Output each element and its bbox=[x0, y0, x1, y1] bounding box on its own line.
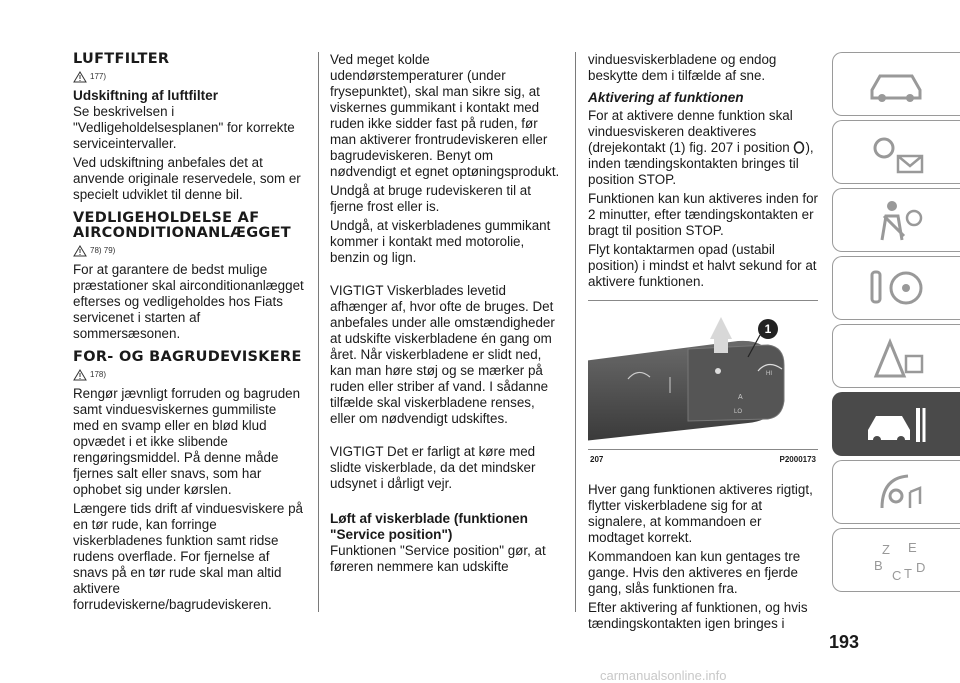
figure-caption bbox=[588, 452, 818, 468]
index-icon bbox=[862, 536, 932, 584]
switch-label-a: A bbox=[738, 394, 743, 401]
light-warning-icon bbox=[862, 128, 932, 176]
column-divider bbox=[575, 52, 576, 612]
svg-text:D: D bbox=[915, 560, 925, 575]
watermark: carmanualsonline.info bbox=[600, 668, 727, 683]
warning-ref-text: 177) bbox=[90, 72, 107, 81]
tab-index[interactable] bbox=[832, 528, 960, 592]
seatbelt-airbag-icon bbox=[862, 196, 932, 244]
svg-text:B: B bbox=[873, 558, 883, 573]
media-icon bbox=[862, 468, 932, 516]
svg-text:C: C bbox=[891, 568, 901, 583]
paragraph: Ved meget kolde udendørstemperaturer (under frysepunktet), skal man sikre sig, at viskernes gummikant i kontakt med ruden ikke sidder fast på ruden, før man aktiverer frontrudeviskeren eller bagrudeviskeren. Benyt om nødvendigt et egnet optøningsprodukt. bbox=[330, 52, 560, 179]
paragraph: Undgå at bruge rudeviskeren til at fjerne frost eller is. bbox=[330, 183, 531, 214]
tab-car-dashboard[interactable] bbox=[832, 52, 960, 116]
road-warning-icon bbox=[862, 332, 932, 380]
wiper-stalk-illustration bbox=[588, 301, 818, 449]
switch-label-lo: LO bbox=[734, 409, 743, 415]
warning-ref bbox=[73, 69, 305, 85]
figure-code: P2000173 bbox=[779, 455, 816, 464]
paragraph: For at garantere de bedst mulige præstationer skal airconditionanlægget efterses og vedligeholdes hos Fiats servicenet i starten af sommersæsonen. bbox=[73, 262, 304, 341]
heading-vedligeholdelse: VEDLIGEHOLDELSE AF AIRCONDITIONANLÆGGET bbox=[73, 210, 291, 241]
paragraph: Kommandoen kan kun gentages tre gange. Hvis den aktiveres en fjerde gang, slås funktionen fra. bbox=[588, 549, 801, 596]
heading-luftfilter: LUFTFILTER bbox=[73, 51, 170, 67]
paragraph: Funktionen kan kun aktiveres inden for 2 minutter, efter tændingskontakten er bragt til position STOP. bbox=[588, 191, 819, 238]
paragraph: vinduesviskerbladene og endog beskytte dem i tilfælde af sne. bbox=[588, 52, 777, 83]
wiper-off-position-icon bbox=[793, 141, 805, 154]
car-tools-icon bbox=[862, 400, 932, 448]
paragraph-text: ), inden tændingskontakten bringes til position STOP. bbox=[588, 140, 814, 187]
paragraph: Rengør jævnligt forruden og bagruden samt vinduesviskernes gummiliste med en svamp eller en blød klud opvædet i et ikke slibende rengøringsmiddel. På denne måde fjernes salt eller snavs, som har ophobet sig under kørslen. bbox=[73, 386, 301, 497]
paragraph-text: For at aktivere denne funktion skal vinduesviskeren deaktiveres (drejekontakt (1) fig. 207 i position bbox=[588, 108, 793, 155]
warning-ref-text: 178) bbox=[90, 370, 107, 379]
warning-ref bbox=[73, 367, 305, 383]
warning-ref bbox=[73, 243, 305, 259]
column-right bbox=[588, 52, 818, 635]
tab-emergency[interactable] bbox=[832, 324, 960, 388]
svg-text:T: T bbox=[903, 566, 912, 581]
car-dashboard-icon bbox=[862, 60, 932, 108]
tab-maintenance[interactable] bbox=[832, 392, 960, 456]
switch-label-hi: HI bbox=[766, 371, 772, 377]
column-left bbox=[73, 52, 305, 616]
figure-wiper-stalk bbox=[588, 300, 818, 450]
page-number: 193 bbox=[829, 632, 860, 652]
warning-ref-text: 78) 79) bbox=[90, 246, 116, 255]
paragraph: Efter aktivering af funktionen, og hvis tændingskontakten igen bringes i bbox=[588, 600, 808, 631]
key-steering-icon bbox=[862, 264, 932, 312]
paragraph: Undgå, at viskerbladenes gummikant kommer i kontakt med motorolie, benzin og lign. bbox=[330, 218, 551, 265]
tab-starting-driving[interactable] bbox=[832, 256, 960, 320]
warning-triangle-icon bbox=[73, 369, 87, 381]
paragraph: Hver gang funktionen aktiveres rigtigt, flytter viskerbladene sig for at signalere, at kommandoen er modtaget korrekt. bbox=[588, 482, 813, 545]
paragraph bbox=[588, 108, 818, 188]
paragraph: Funktionen "Service position" gør, at føreren nemmere kan udskifte bbox=[330, 543, 546, 574]
column-middle bbox=[330, 52, 562, 578]
callout-number: 1 bbox=[764, 322, 772, 336]
warning-triangle-icon bbox=[73, 245, 87, 257]
figure-number: 207 bbox=[590, 455, 604, 464]
subheading-service-position: Løft af viskerblade (funktionen "Service position") bbox=[330, 511, 528, 542]
paragraph-important: VIGTIGT Det er farligt at køre med slidte viskerblade, da det mindsker udsynet i dårligt vejr. bbox=[330, 444, 536, 491]
subheading-aktivering: Aktivering af funktionen bbox=[588, 90, 744, 105]
paragraph: Ved udskiftning anbefales det at anvende originale reservedele, som er specielt udviklet til denne bil. bbox=[73, 155, 301, 202]
paragraph: Længere tids drift af vinduesviskere på en tør rude, kan forringe viskerbladenes funktion samt ridse rudens overflade. For fjernelse af snavs på en tør rude skal man altid aktivere forrudeviskerne/bagrudeviskeren. bbox=[73, 501, 303, 612]
paragraph: Se beskrivelsen i "Vedligeholdelsesplanen" for korrekte serviceintervaller. bbox=[73, 104, 295, 151]
tab-lights-warnings[interactable] bbox=[832, 120, 960, 184]
svg-text:Z: Z bbox=[881, 542, 890, 557]
column-divider bbox=[318, 52, 319, 612]
warning-triangle-icon bbox=[73, 71, 87, 83]
tab-safety[interactable] bbox=[832, 188, 960, 252]
svg-text:E: E bbox=[907, 540, 917, 555]
paragraph: Flyt kontaktarmen opad (ustabil position) i mindst et halvt sekund for at aktivere funktionen. bbox=[588, 242, 817, 289]
subheading-udskiftning: Udskiftning af luftfilter bbox=[73, 88, 218, 103]
paragraph-important: VIGTIGT Viskerblades levetid afhænger af, hvor ofte de bruges. Det anbefales under alle omstændigheder at udskifte viskerbladene én gang om året. Når viskerbladene er slidt ned, kan man høre støj og se mærker på ruden eller striber af vand. I sådanne tilfælde skal viskerbladene renses, eller om nødvendigt udskiftes. bbox=[330, 283, 555, 426]
tab-multimedia[interactable] bbox=[832, 460, 960, 524]
heading-viskere: FOR- OG BAGRUDEVISKERE bbox=[73, 349, 302, 365]
